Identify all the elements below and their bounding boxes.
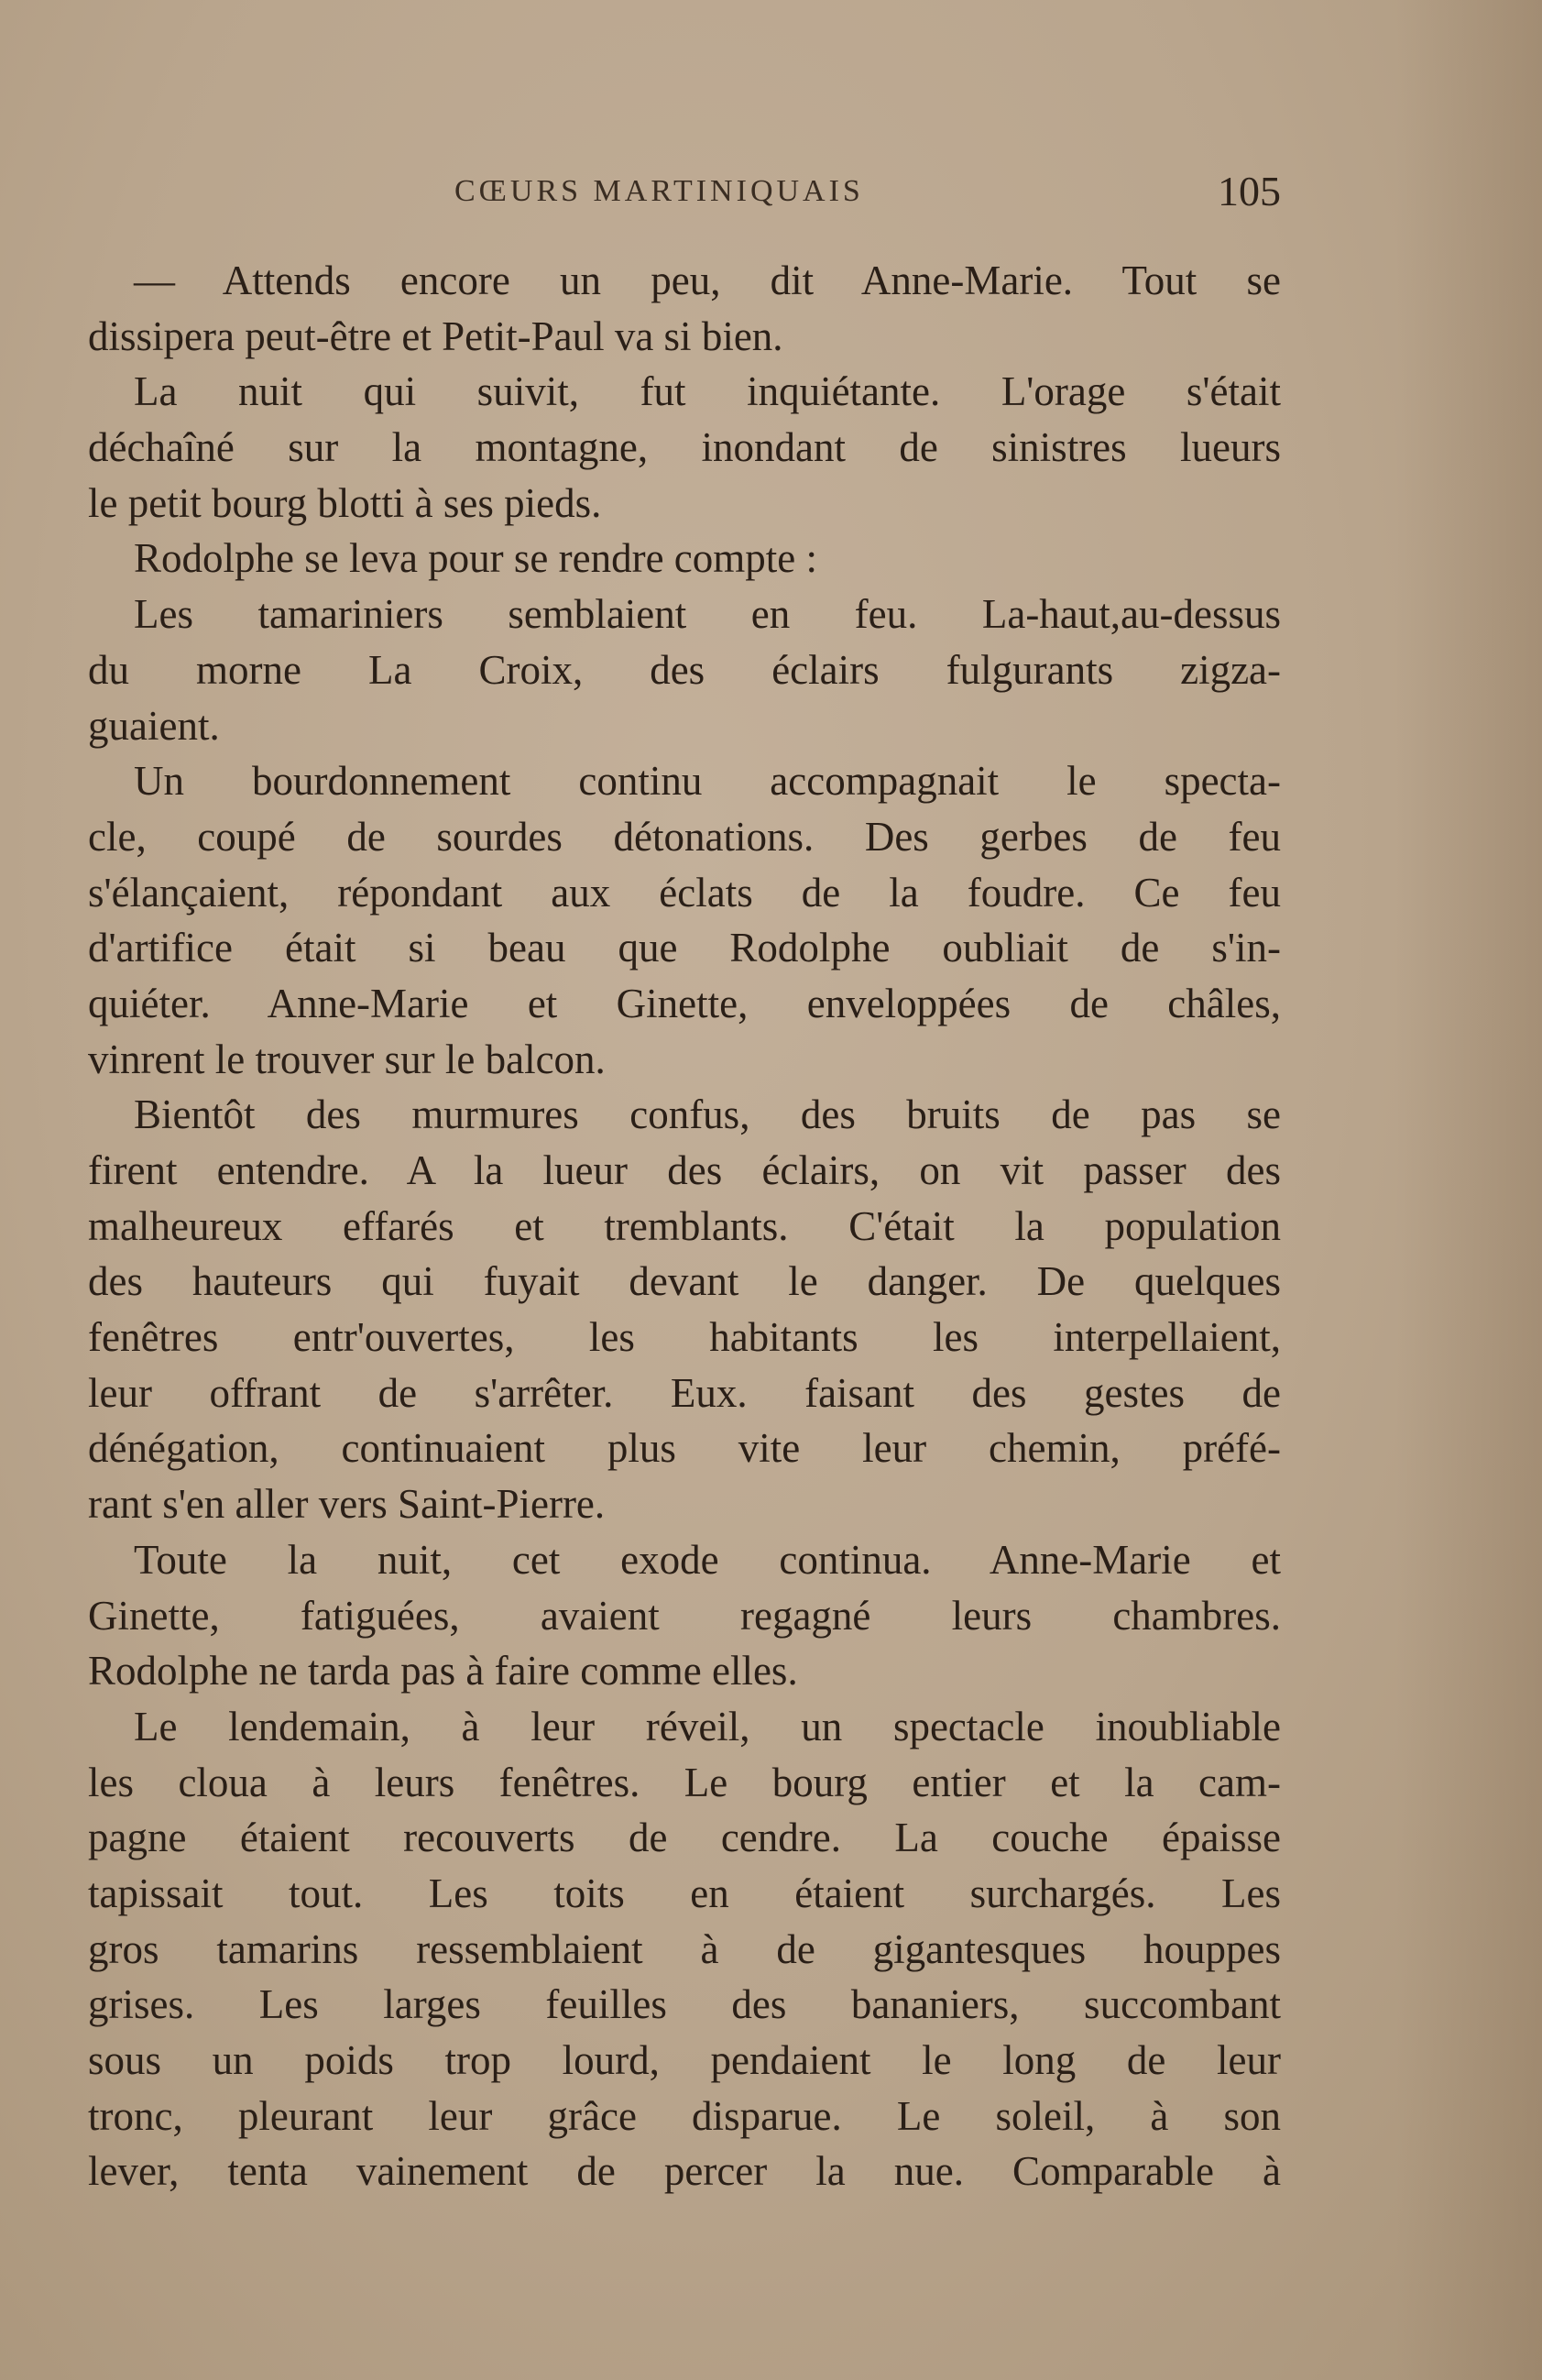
text-line: dénégation, continuaient plus vite leur chemin, préfé- bbox=[88, 1425, 1281, 1472]
text-line: le petit bourg blotti à ses pieds. bbox=[88, 479, 602, 526]
text-line: dissipera peut-être et Petit-Paul va si bien. bbox=[88, 313, 783, 359]
text-line: Les tamariniers semblaient en feu. La-haut,au-dessus bbox=[134, 591, 1281, 638]
text-line: fenêtres entr'ouvertes, les habitants les interpellaient, bbox=[88, 1314, 1281, 1361]
text-line: quiéter. Anne-Marie et Ginette, enveloppées de châles, bbox=[88, 980, 1281, 1026]
text-line: les cloua à leurs fenêtres. Le bourg entier et la cam- bbox=[88, 1759, 1281, 1805]
text-line: Un bourdonnement continu accompagnait le specta- bbox=[134, 758, 1281, 805]
text-line: Bientôt des murmures confus, des bruits de pas se bbox=[134, 1091, 1281, 1138]
text-line: du morne La Croix, des éclairs fulgurants zigza- bbox=[88, 646, 1281, 693]
text-line: Toute la nuit, cet exode continua. Anne-Marie et bbox=[134, 1536, 1281, 1583]
text-line: Rodolphe ne tarda pas à faire comme elles. bbox=[88, 1648, 798, 1695]
text-line: guaient. bbox=[88, 702, 220, 749]
text-line: des hauteurs qui fuyait devant le danger. De quelques bbox=[88, 1258, 1281, 1305]
text-line: Ginette, fatiguées, avaient regagné leurs chambres. bbox=[88, 1592, 1281, 1639]
text-line: leur offrant de s'arrêter. Eux. faisant des gestes de bbox=[88, 1369, 1281, 1416]
text-line: gros tamarins ressemblaient à de gigantesques houppes bbox=[88, 1925, 1281, 1972]
running-title: CŒURS MARTINIQUAIS bbox=[454, 174, 864, 208]
text-line: sous un poids trop lourd, pendaient le long de leur bbox=[88, 2037, 1281, 2083]
text-line: pagne étaient recouverts de cendre. La couche épaisse bbox=[88, 1815, 1281, 1861]
text-line: grises. Les larges feuilles des bananiers, succombant bbox=[88, 1981, 1281, 2028]
text-line: firent entendre. A la lueur des éclairs, on vit passer des bbox=[88, 1147, 1281, 1193]
text-line: malheureux effarés et tremblants. C'était la population bbox=[88, 1202, 1281, 1249]
text-line: tronc, pleurant leur grâce disparue. Le soleil, à son bbox=[88, 2092, 1281, 2139]
body-text bbox=[88, 253, 1281, 2199]
text-line: rant s'en aller vers Saint-Pierre. bbox=[88, 1481, 606, 1528]
text-line: d'artifice était si beau que Rodolphe oubliait de s'in- bbox=[88, 925, 1281, 971]
text-line: La nuit qui suivit, fut inquiétante. L'orage s'était bbox=[134, 368, 1281, 415]
text-line: lever, tenta vainement de percer la nue. Comparable à bbox=[88, 2148, 1281, 2195]
text-line: — Attends encore un peu, dit Anne-Marie. Tout se bbox=[134, 258, 1281, 303]
text-line: tapissait tout. Les toits en étaient surchargés. Les bbox=[88, 1870, 1281, 1916]
running-head bbox=[88, 167, 1281, 222]
text-line: Le lendemain, à leur réveil, un spectacle inoubliable bbox=[134, 1703, 1281, 1749]
text-line: cle, coupé de sourdes détonations. Des gerbes de feu bbox=[88, 813, 1281, 860]
text-line: déchaîné sur la montagne, inondant de sinistres lueurs bbox=[88, 424, 1281, 471]
text-line: Rodolphe se leva pour se rendre compte : bbox=[134, 535, 818, 582]
text-line: s'élançaient, répondant aux éclats de la foudre. Ce feu bbox=[88, 869, 1281, 916]
text-line: vinrent le trouver sur le balcon. bbox=[88, 1036, 606, 1082]
page-number: 105 bbox=[1218, 168, 1281, 214]
